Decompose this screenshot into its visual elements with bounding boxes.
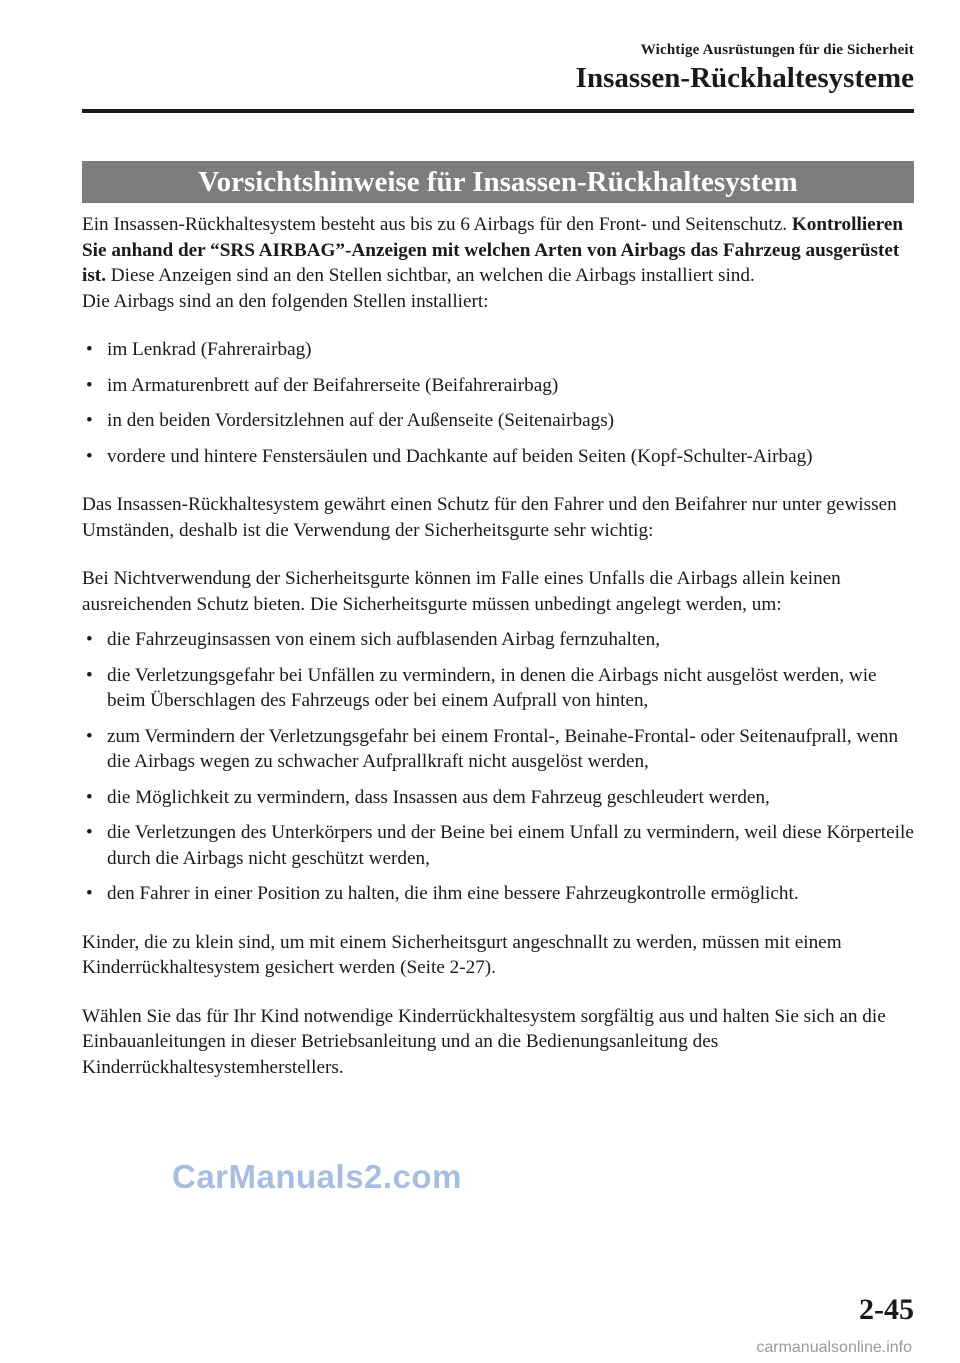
intro-lead: Ein Insassen-Rückhaltesystem besteht aus bis zu 6 Airbags für den Front- und Seitenschutz.: [82, 214, 792, 235]
list-item: • im Lenkrad (Fahrerairbag): [82, 337, 916, 363]
airbag-location-list: [82, 337, 916, 469]
chapter-heading: Wichtige Ausrüstungen für die Sicherheit: [640, 42, 914, 58]
list-item: • die Möglichkeit zu vermindern, dass Insassen aus dem Fahrzeug geschleudert werden,: [82, 785, 916, 811]
list-item: • die Verletzungen des Unterkörpers und der Beine bei einem Unfall zu vermindern, weil diese Körperteile durch die Airbags nicht geschützt werden,: [82, 820, 916, 871]
locations-intro: Die Airbags sind an den folgenden Stellen installiert:: [82, 290, 489, 312]
seatbelt-reason-list: [82, 627, 916, 907]
list-item: • die Verletzungsgefahr bei Unfällen zu vermindern, in denen die Airbags nicht ausgelöst werden, wie beim Überschlagen des Fahrzeugs oder bei einem Aufprall von hinten,: [82, 663, 916, 714]
page-number: 2-45: [859, 1293, 914, 1326]
footer-site: carmanualsonline.info: [756, 1339, 912, 1356]
page-title: Insassen-Rückhaltesysteme: [575, 62, 914, 94]
list-item: • die Fahrzeuginsassen von einem sich aufblasenden Airbag fernzuhalten,: [82, 627, 916, 653]
intro-tail: Diese Anzeigen sind an den Stellen sichtbar, an welchen die Airbags installiert sind.: [105, 265, 755, 286]
seatbelt-paragraph: Bei Nichtverwendung der Sicherheitsgurte können im Falle eines Unfalls die Airbags allein keinen ausreichenden Schutz bieten. Die Sicherheitsgurte müssen unbedingt angelegt werden, um:: [82, 568, 841, 615]
intro-bold-instruction: Kontrollieren Sie anhand der “SRS AIRBAG”-Anzeigen mit welchen Arten von Airbags das Fahrzeug ausgerüstet ist.: [82, 214, 904, 286]
protection-paragraph: Das Insassen-Rückhaltesystem gewährt einen Schutz für den Fahrer und den Beifahrer nur unter gewissen Umständen, deshalb ist die Verwendung der Sicherheitsgurte sehr wichtig:: [82, 494, 897, 541]
header-divider: [82, 109, 914, 113]
section-title-bar: [82, 161, 914, 203]
intro-paragraph: [82, 212, 916, 289]
main-content: [82, 212, 916, 1080]
list-item: • zum Vermindern der Verletzungsgefahr bei einem Frontal-, Beinahe-Frontal- oder Seitenaufprall, wenn die Airbags wegen zu schwacher Aufprallkraft nicht ausgelöst werden,: [82, 724, 916, 775]
list-item: • vordere und hintere Fenstersäulen und Dachkante auf beiden Seiten (Kopf-Schulter-Airbag): [82, 444, 916, 470]
children-paragraph: Kinder, die zu klein sind, um mit einem Sicherheitsgurt angeschnallt zu werden, müssen mit einem Kinderrückhaltesystem gesichert werden (Seite 2-27).: [82, 931, 842, 978]
list-item: • im Armaturenbrett auf der Beifahrerseite (Beifahrerairbag): [82, 373, 916, 399]
list-item: • den Fahrer in einer Position zu halten, die ihm eine bessere Fahrzeugkontrolle ermöglicht.: [82, 881, 916, 907]
child-system-paragraph: Wählen Sie das für Ihr Kind notwendige Kinderrückhaltesystem sorgfältig aus und halten Sie sich an die Einbauanleitungen in dieser Betriebsanleitung und an die Bedienungsanleitung des Kinderrückhaltesystemherstellers.: [82, 1005, 886, 1078]
watermark: CarManuals2.com: [172, 1158, 462, 1195]
section-title: Vorsichtshinweise für Insassen-Rückhaltesystem: [198, 165, 798, 198]
list-item: • in den beiden Vordersitzlehnen auf der Außenseite (Seitenairbags): [82, 408, 916, 434]
